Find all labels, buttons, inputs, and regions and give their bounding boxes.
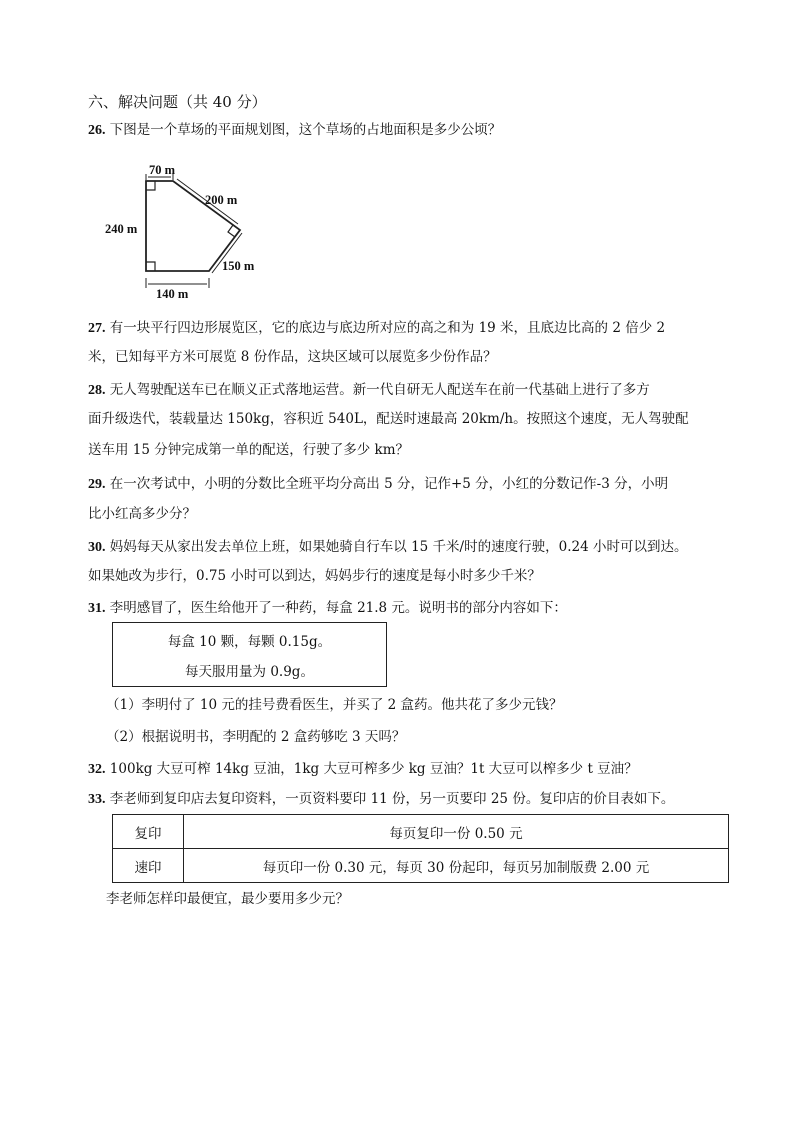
question-32 — [88, 759, 638, 780]
instruction-box — [112, 622, 387, 687]
question-text-line1: 有一块平行四边形展览区，它的底边与底边所对应的高之和为 19 米，且底边比高的 2 倍少 2 — [109, 320, 666, 336]
question-text: 李老师到复印店去复印资料，一页资料要印 11 份，另一页要印 25 份。复印店的价目表如下。 — [109, 791, 675, 807]
question-number: 32. — [88, 762, 106, 777]
question-text: 下图是一个草场的平面规划图，这个草场的占地面积是多少公顷？ — [109, 122, 502, 138]
instruction-line2: 每天服用量为 0.9g。 — [185, 664, 314, 680]
question-31-sub1: （1）李明付了 10 元的挂号费看医生，并买了 2 盒药。他共花了多少元钱？ — [106, 697, 563, 713]
question-26 — [88, 120, 501, 141]
table-row — [113, 815, 729, 849]
question-number: 26. — [88, 123, 106, 138]
label-diag-bottom: 150 m — [222, 259, 255, 273]
question-number: 33. — [88, 792, 106, 807]
question-33 — [88, 789, 674, 810]
table-row — [113, 849, 729, 883]
table-cell: 每页复印一份 0.50 元 — [184, 815, 729, 849]
question-number: 28. — [88, 383, 106, 398]
question-number: 27. — [88, 321, 106, 336]
question-27-line2: 米，已知每平方米可展览 8 份作品，这块区域可以展览多少份作品？ — [88, 349, 497, 365]
question-28 — [88, 380, 650, 401]
table-cell: 复印 — [113, 815, 184, 849]
question-33-question: 李老师怎样印最便宜，最少要用多少元？ — [106, 891, 349, 907]
right-angle-mark-right — [228, 225, 235, 237]
label-top: 70 m — [149, 163, 176, 177]
question-27 — [88, 318, 665, 339]
question-number: 29. — [88, 477, 106, 492]
question-number: 30. — [88, 540, 106, 555]
question-30-line2: 如果她改为步行，0.75 小时可以到达，妈妈步行的速度是每小时多少千米？ — [88, 568, 541, 584]
question-31 — [88, 598, 567, 619]
question-28-line3: 送车用 15 分钟完成第一单的配送，行驶了多少 km？ — [88, 442, 410, 458]
right-angle-mark-top — [146, 181, 155, 190]
question-29-line2: 比小红高多少分？ — [88, 506, 196, 522]
question-number: 31. — [88, 601, 106, 616]
question-text: 李明感冒了，医生给他开了一种药，每盒 21.8 元。说明书的部分内容如下： — [109, 600, 567, 616]
question-text-line1: 无人驾驶配送车已在顺义正式落地运营。新一代自研无人配送车在前一代基础上进行了多方 — [109, 382, 650, 398]
question-30 — [88, 537, 687, 558]
question-text-line1: 在一次考试中，小明的分数比全班平均分高出 5 分，记作+5 分，小红的分数记作-3 分，小明 — [109, 476, 669, 492]
pasture-plan-figure — [100, 160, 270, 305]
table-cell: 速印 — [113, 849, 184, 883]
instruction-line1: 每盒 10 颗，每颗 0.15g。 — [167, 634, 332, 650]
question-31-sub2: （2）根据说明书，李明配的 2 盒药够吃 3 天吗？ — [106, 729, 406, 745]
price-table — [112, 814, 729, 883]
section-title: 六、解决问题（共 40 分） — [88, 93, 267, 111]
label-left: 240 m — [105, 222, 138, 236]
right-angle-mark-bottom — [146, 262, 155, 271]
question-28-line2: 面升级迭代，装载量达 150kg，容积近 540L，配送时速最高 20km/h。按照这个速度，无人驾驶配 — [88, 411, 689, 427]
table-cell: 每页印一份 0.30 元，每页 30 份起印，每页另加制版费 2.00 元 — [184, 849, 729, 883]
question-text-line1: 妈妈每天从家出发去单位上班，如果她骑自行车以 15 千米/时的速度行驶，0.24 小时可以到达。 — [109, 539, 688, 555]
question-text: 100kg 大豆可榨 14kg 豆油，1kg 大豆可榨多少 kg 豆油？1t 大豆可以榨多少 t 豆油？ — [109, 761, 638, 777]
label-bottom: 140 m — [156, 287, 189, 301]
question-29 — [88, 474, 668, 495]
label-diag-top: 200 m — [205, 193, 238, 207]
